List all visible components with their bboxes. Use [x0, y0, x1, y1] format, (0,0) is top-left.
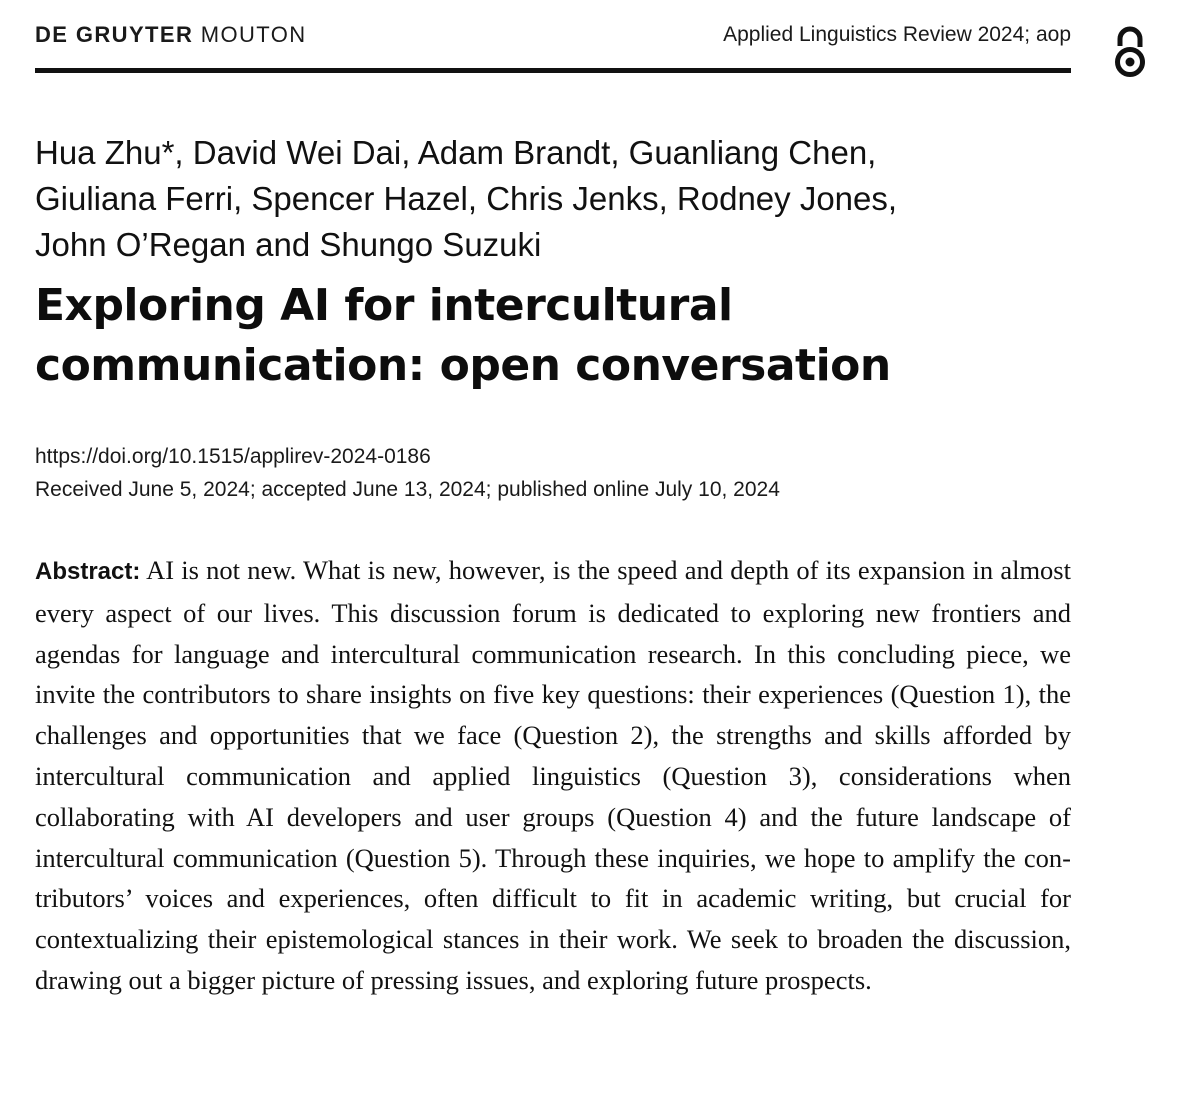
abstract: [35, 550, 1071, 1001]
open-access-icon: [1112, 26, 1148, 78]
doi-link[interactable]: https://doi.org/10.1515/applirev-2024-0186: [35, 445, 431, 468]
title-line: communication: open conversation: [35, 340, 891, 391]
abstract-label: Abstract:: [35, 558, 141, 585]
journal-citation: Applied Linguistics Review 2024; aop: [723, 23, 1071, 46]
abstract-text: AI is not new. What is new, however, is the speed and depth of its expansion in almost every aspect of our lives. This discussion forum is dedicated to exploring new frontiers and agendas for language and intercultural communication research. In this concluding piece, we invite the contributors to share insights on five key questions: their experiences (Question 1), the challenges and opportunities that we face (Question 2), the strengths and skills afforded by intercultural communication and applied linguistics (Question 3), considerations when collaborating with AI developers and user groups (Question 4) and the future landscape of intercultural communication (Question 5). Through these inquiries, we hope to amplify the contributors’ voices and experiences, often difficult to fit in academic writing, but crucial for contextualizing their epistemological stances in their work. We seek to broaden the discussion, drawing out a bigger picture of pressing issues, and exploring future prospects.: [35, 555, 1071, 995]
author-line: Hua Zhu*, David Wei Dai, Adam Brandt, Guanliang Chen,: [35, 134, 877, 171]
author-list: [35, 130, 1071, 268]
article-meta: [35, 440, 1071, 506]
article-title: [35, 276, 1071, 396]
author-line: Giuliana Ferri, Spencer Hazel, Chris Jenks, Rodney Jones,: [35, 180, 898, 217]
header-rule: [35, 68, 1071, 73]
page-header: [35, 22, 1071, 52]
publication-dates: Received June 5, 2024; accepted June 13, 2024; published online July 10, 2024: [35, 478, 780, 501]
author-line: John O’Regan and Shungo Suzuki: [35, 226, 542, 263]
publisher-logo: [35, 22, 307, 48]
publisher-name-light: MOUTON: [200, 22, 307, 47]
title-line: Exploring AI for intercultural: [35, 280, 733, 331]
publisher-name-bold: DE GRUYTER: [35, 22, 194, 47]
